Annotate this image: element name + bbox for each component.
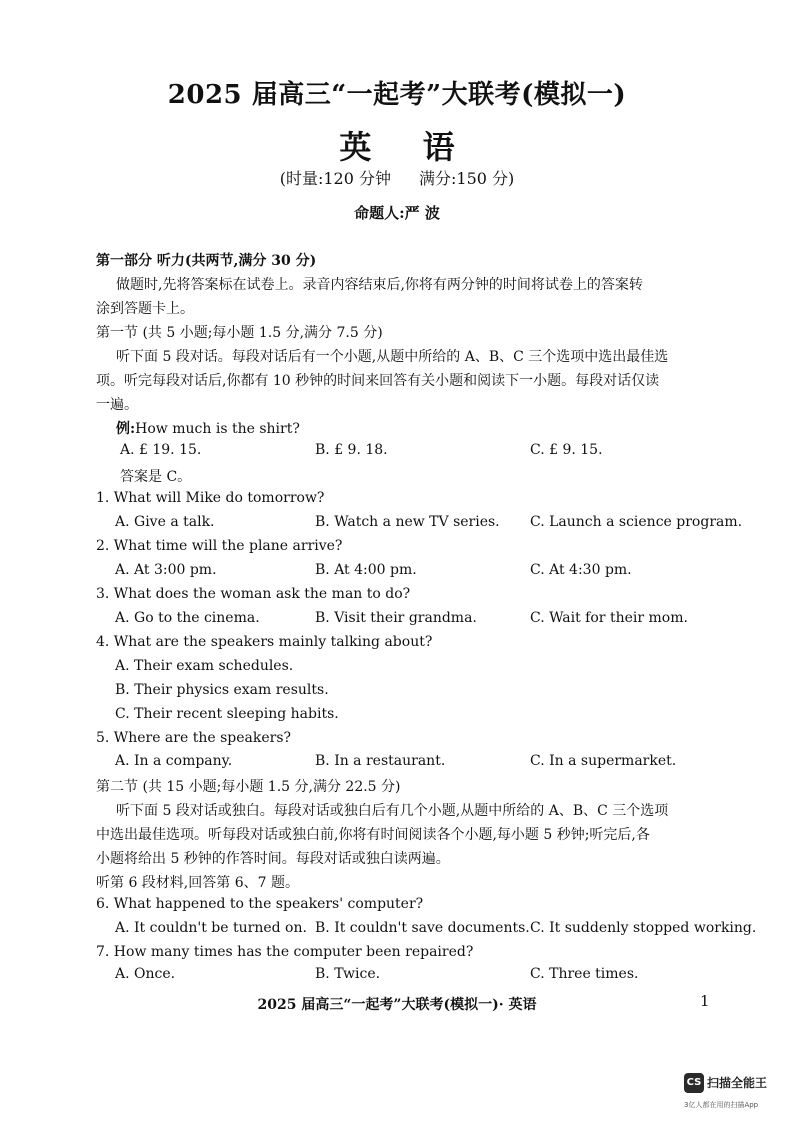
question-1-option-a: A. Give a talk. xyxy=(115,514,215,530)
question-7: 7. How many times has the computer been repaired? xyxy=(96,944,474,960)
question-4-option-c: C. Their recent sleeping habits. xyxy=(115,706,339,722)
section2-instruction: 中选出最佳选项。听每段对话或独白前,你将有时间阅读各个小题,每小题 5 秒钟;听完后,各 xyxy=(96,827,650,843)
exam-meta xyxy=(0,166,794,189)
page-footer: 2025 届高三“一起考”大联考(模拟一)· 英语 xyxy=(257,997,537,1013)
example-option-c: C. £ 9. 15. xyxy=(530,442,603,458)
subject-title: 英 语 xyxy=(339,128,475,166)
question-5-option-b: B. In a restaurant. xyxy=(315,753,446,769)
example-option-a: A. £ 19. 15. xyxy=(120,442,202,458)
question-7-option-b: B. Twice. xyxy=(315,966,381,982)
question-1-option-b: B. Watch a new TV series. xyxy=(315,514,500,530)
question-7-option-a: A. Once. xyxy=(115,966,176,982)
scanner-watermark xyxy=(684,1072,767,1093)
example-answer: 答案是 C。 xyxy=(120,469,192,485)
question-5-option-c: C. In a supermarket. xyxy=(530,753,677,769)
exam-title: 2025 届高三“一起考”大联考(模拟一) xyxy=(167,80,627,110)
section1-instruction: 项。听完每段对话后,你都有 10 秒钟的时间来回答有关小题和阅读下一小题。每段对话仅读 xyxy=(96,373,660,389)
question-6-option-b: B. It couldn't save documents. xyxy=(315,920,530,936)
part1-heading: 第一部分 听力(共两节,满分 30 分) xyxy=(96,253,317,269)
camscanner-logo-icon: CS xyxy=(684,1073,704,1093)
question-4-option-a: A. Their exam schedules. xyxy=(115,658,294,674)
question-7-option-c: C. Three times. xyxy=(530,966,639,982)
section1-heading: 第一节 (共 5 小题;每小题 1.5 分,满分 7.5 分) xyxy=(96,325,383,341)
question-3: 3. What does the woman ask the man to do? xyxy=(96,586,411,602)
question-3-option-b: B. Visit their grandma. xyxy=(315,610,477,626)
example-option-b: B. £ 9. 18. xyxy=(315,442,388,458)
exam-score: 满分:150 分) xyxy=(419,169,515,188)
example-label: 例: xyxy=(116,421,136,437)
section2-material: 听第 6 段材料,回答第 6、7 题。 xyxy=(96,875,299,891)
question-4: 4. What are the speakers mainly talking about? xyxy=(96,634,433,650)
section1-instruction: 听下面 5 段对话。每段对话后有一个小题,从题中所给的 A、B、C 三个选项中选出最佳选 xyxy=(116,349,669,365)
page-number: 1 xyxy=(700,992,710,1010)
question-5-option-a: A. In a company. xyxy=(115,753,233,769)
question-6: 6. What happened to the speakers' computer? xyxy=(96,896,424,912)
question-5: 5. Where are the speakers? xyxy=(96,730,292,746)
example-question-text: How much is the shirt? xyxy=(135,421,300,437)
section2-instruction: 听下面 5 段对话或独白。每段对话或独白后有几个小题,从题中所给的 A、B、C 三个选项 xyxy=(116,803,669,819)
question-2: 2. What time will the plane arrive? xyxy=(96,538,343,554)
question-2-option-c: C. At 4:30 pm. xyxy=(530,562,632,578)
section2-instruction: 小题将给出 5 秒钟的作答时间。每段对话或独白读两遍。 xyxy=(96,851,450,867)
question-6-option-a: A. It couldn't be turned on. xyxy=(115,920,307,936)
question-2-option-b: B. At 4:00 pm. xyxy=(315,562,417,578)
part1-instruction: 涂到答题卡上。 xyxy=(96,301,194,317)
question-3-option-c: C. Wait for their mom. xyxy=(530,610,688,626)
question-4-option-b: B. Their physics exam results. xyxy=(115,682,329,698)
section2-heading: 第二节 (共 15 小题;每小题 1.5 分,满分 22.5 分) xyxy=(96,779,401,795)
question-1: 1. What will Mike do tomorrow? xyxy=(96,490,325,506)
example-question xyxy=(116,418,300,438)
question-1-option-c: C. Launch a science program. xyxy=(530,514,743,530)
exam-author: 命题人:严 波 xyxy=(354,204,440,222)
question-6-option-c: C. It suddenly stopped working. xyxy=(530,920,757,936)
question-2-option-a: A. At 3:00 pm. xyxy=(115,562,217,578)
question-3-option-a: A. Go to the cinema. xyxy=(115,610,260,626)
exam-time: (时量:120 分钟 xyxy=(279,169,391,188)
scanner-tagline: 3亿人都在用的扫描App xyxy=(684,1101,759,1109)
scanner-brand-name: 扫描全能王 xyxy=(707,1076,768,1090)
part1-instruction: 做题时,先将答案标在试卷上。录音内容结束后,你将有两分钟的时间将试卷上的答案转 xyxy=(116,277,643,293)
section1-instruction: 一遍。 xyxy=(96,397,138,413)
